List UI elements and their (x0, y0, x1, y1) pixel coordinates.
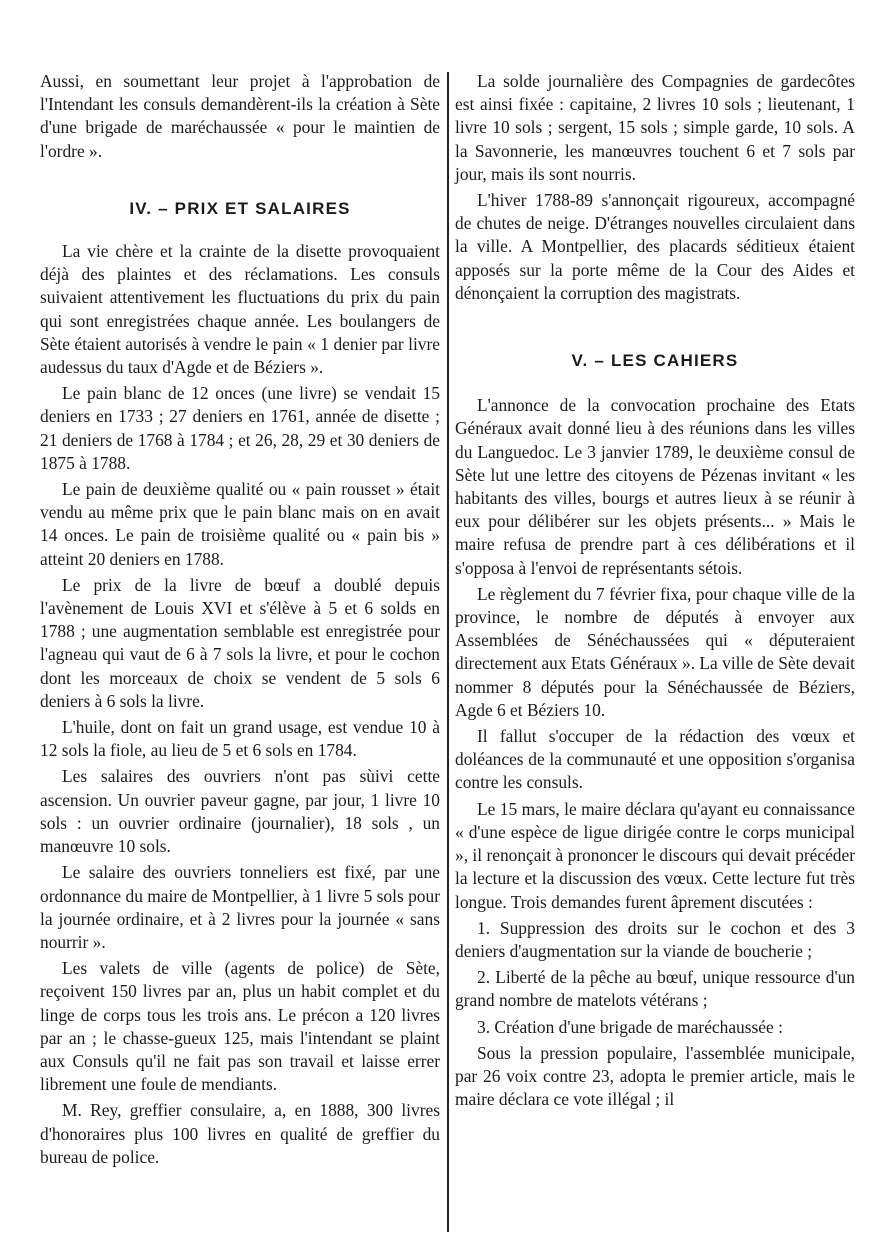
left-column (40, 70, 440, 1169)
paragraph: Il fallut s'occuper de la rédaction des vœux et doléances de la communauté et une opposition s'organisa contre les consuls. (455, 726, 855, 793)
paragraph: L'huile, dont on fait un grand usage, est vendue 10 à 12 sols la fiole, au lieu de 5 et 6 sols en 1784. (40, 717, 440, 761)
right-column (455, 70, 855, 1111)
paragraph: L'hiver 1788-89 s'annonçait rigoureux, accompagné de chutes de neige. D'étranges nouvelles circulaient dans la ville. A Montpellier, des placards séditieux étaient apposés sur la porte même de la Cour des Aides et dénonçaient la corruption des magistrats. (455, 190, 855, 303)
paragraph: L'annonce de la convocation prochaine des Etats Généraux avait donné lieu à des réunions dans les villes du Languedoc. Le 3 janvier 1789, le deuxième consul de Sète lut une lettre des citoyens de Pézenas invitant « les habitants des villes, bourgs et autres lieux à se réunir à eux pour délibérer sur les objets présents... » Mais le maire refusa de prendre part à ces délibérations et il s'opposa à l'envoi de représentants sétois. (455, 395, 855, 578)
paragraph: La solde journalière des Compagnies de gardecôtes est ainsi fixée : capitaine, 2 livres 10 sols ; lieutenant, 1 livre 10 sols ; sergent, 15 sols ; simple garde, 10 sols. A la Savonnerie, les manœuvres touchent 6 et 7 sols par jour, mais ils sont nourris. (455, 71, 855, 184)
paragraph: Le règlement du 7 février fixa, pour chaque ville de la province, le nombre de députés à envoyer aux Assemblées de Sénéchaussées qui « députeraient directement aux Etats Généraux ». La ville de Sète devait nommer 8 députés pour la Sénéchaussée de Béziers, Agde 6 et Béziers 10. (455, 583, 855, 720)
section-heading-v: V. – LES CAHIERS (571, 351, 739, 371)
paragraph: Le prix de la livre de bœuf a doublé depuis l'avènement de Louis XVI et s'élève à 5 et 6 solds en 1788 ; une augmentation semblable est enregistrée pour l'agneau qui vaut de 6 à 7 sols la livre, et pour le cochon dont les morceaux de choix se vendent de 5 sols 6 deniers à 6 sols la livre. (40, 574, 440, 711)
paragraph: La vie chère et la crainte de la disette provoquaient déjà des plaintes et des réclamations. Les consuls suivaient attentivement les fluctuations du prix du pain qui sont enregistrées chaque année. Les boulangers de Sète étaient autorisés à vendre le pain « 1 denier par livre audessus du taux d'Agde et de Béziers ». (40, 241, 440, 378)
paragraph: Le pain blanc de 12 onces (une livre) se vendait 15 deniers en 1733 ; 27 deniers en 1761, année de disette ; 21 deniers de 1768 à 1784 ; et 26, 28, 29 et 30 deniers de 1875 à 1788. (40, 383, 440, 473)
paragraph: M. Rey, greffier consulaire, a, en 1888, 300 livres d'honoraires plus 100 livres en qualité de greffier du bureau de police. (40, 1100, 440, 1167)
paragraph: Les valets de ville (agents de police) de Sète, reçoivent 150 livres par an, plus un habit complet et du linge de corps tous les trois ans. Le précon a 120 livres par an ; le chasse-gueux 125, mais l'intendant se plaint aux Consuls qu'il ne fait pas son travail et laisse errer librement une foule de mendiants. (40, 958, 440, 1095)
paragraph: Sous la pression populaire, l'assemblée municipale, par 26 voix contre 23, adopta le premier article, mais le maire déclara ce vote illégal ; il (455, 1042, 855, 1110)
paragraph: Les salaires des ouvriers n'ont pas sùivi cette ascension. Un ouvrier paveur gagne, par jour, 1 livre 10 sols : un ouvrier ordinaire (journalier), 18 sols , un manœuvre 10 sols. (40, 766, 440, 857)
section-heading-iv: IV. – PRIX ET SALAIRES (129, 198, 351, 218)
column-divider (447, 72, 449, 1232)
paragraph: Le 15 mars, le maire déclara qu'ayant eu connaissance « d'une espèce de ligue dirigée contre le corps municipal », il renonçait à prononcer le discours qui devait précéder la lecture et la discussion des vœux. Cette lecture fut très longue. Trois demandes furent âprement discutées : (455, 798, 855, 912)
paragraph: Le salaire des ouvriers tonneliers est fixé, par une ordonnance du maire de Montpellier, à 1 livre 5 sols pour la journée ordinaire, et à 2 livres pour la journée « sans nourrir ». (40, 862, 440, 952)
left-intro-paragraph: Aussi, en soumettant leur projet à l'approbation de l'Intendant les consuls demandèrent-ils la création à Sète d'une brigade de maréchaussée « pour le maintien de l'ordre ». (40, 71, 440, 161)
list-item: 2. Liberté de la pêche au bœuf, unique ressource d'un grand nombre de matelots vétérans ; (455, 967, 855, 1011)
list-item: 1. Suppression des droits sur le cochon et des 3 deniers d'augmentation sur la viande de boucherie ; (455, 917, 855, 961)
list-item: 3. Création d'une brigade de maréchaussée : (477, 1016, 783, 1037)
paragraph: Le pain de deuxième qualité ou « pain rousset » était vendu au même prix que le pain blanc mais on en avait 14 onces. Le pain de troisième qualité ou « pain bis » atteint 20 deniers en 1788. (40, 479, 440, 569)
